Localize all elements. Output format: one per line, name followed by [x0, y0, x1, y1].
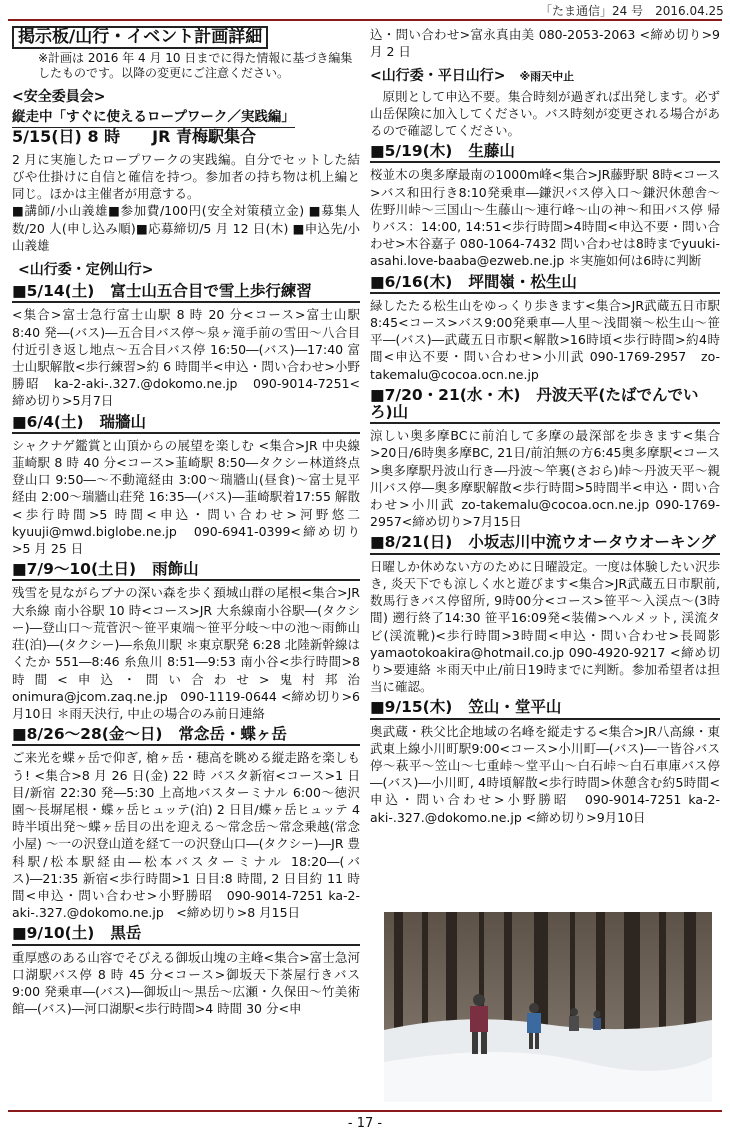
safety-section-heading: <安全委員会>: [12, 89, 106, 106]
event-date: ■9/15(木): [370, 698, 453, 717]
event-name: 生藤山: [468, 142, 515, 161]
issue-header: 「たま通信」24 号 2016.04.25: [540, 4, 724, 18]
continuation-text: 込・問い合わせ>富永真由美 080-2053-2063 <締め切り>9 月 2 日: [370, 27, 720, 60]
left-column: [12, 26, 373, 1017]
edit-note: ※計画は 2016 年 4 月 10 日までに得た情報に基づき編集したものです。以降の変更にご注意ください。: [38, 51, 353, 81]
top-rule: [8, 19, 722, 21]
event-text: シャクナゲ鑑賞と山頂からの展望を楽しむ <集合>JR 中央線韮崎駅 8 時 40 分<コース>韮崎駅 8:50―タクシー林道終点登山口 9:50―～不動滝経由 3:00～瑞牆山(昼食)～富士見平経由 2:00～瑞牆山荘発 16:35―(バス)―韮崎駅着17:55 解散<歩行時間>5 時間<申込・問い合わせ>河野悠二 kyuuji@mwd.biglobe.ne.jp 090-6941-0399<締め切り>5 月 25 日: [12, 437, 373, 557]
event-heading: [12, 414, 360, 434]
bottom-rule: [8, 1110, 722, 1112]
event-heading: [370, 699, 720, 719]
event-text: <集合>富士急行富士山駅 8 時 20 分<コース>富士山駅 8:40 発―(バス)―五合目バス停～泉ヶ滝手前の雪田～八合目付近引き返し地点～五合目バス停 16:50―(バス)―17:40 富士山駅解散<歩行練習>約 6 時間半<申込・問い合わせ>小野勝昭 ka-2-aki-.327.@dokomo.ne.jp 090-9014-7251<締め切り>5月7日: [12, 307, 360, 409]
page-title: 掲示板/山行・イベント計画詳細: [12, 26, 268, 49]
snow-forest-hikers-photo: [384, 912, 712, 1102]
event-date: ■5/14(土): [12, 282, 95, 301]
weekday-note: 原則として申込不要。集合時刻が過ぎれば出発します。必ず山岳保険に加入してください。バス時刻が変更される場合があるので確認してください。: [370, 88, 721, 139]
event-name: 丹波天平(たばでんでいろ)山: [370, 385, 699, 422]
event-heading: [12, 561, 360, 581]
safety-text: 2 月に実施したロープワークの実践編。自分でセットした結びや仕掛けに自信と確信を持つ。参加者の持ち物は机上編と同じ。ほかは主催者が用意する。: [12, 151, 360, 202]
weekday-section-label: <山行委・平日山行>: [370, 68, 506, 85]
event-heading: [12, 283, 360, 303]
event-name: 黒岳: [110, 924, 142, 943]
event-date: ■6/16(木): [370, 272, 453, 291]
right-column: [370, 26, 720, 826]
event-name: 富士山五合目で雪上歩行練習: [110, 282, 312, 301]
event-text: 緑したたる松生山をゆっくり歩きます<集合>JR武蔵五日市駅8:45<コース>バス9:00発乗車―人里～浅間嶺～松生山～笹平―(バス)―武蔵五日市駅<解散>16時頃<歩行時間>約4時間<申込不要・問い合わせ>小川武 090-1769-2957 zo-takemalu@cocoa.ocn.ne.jp: [370, 297, 720, 382]
event-name: 常念岳・蝶ヶ岳: [178, 725, 287, 744]
event-name: 坪間嶺・松生山: [468, 272, 577, 291]
event-date: ■6/4(土): [12, 412, 84, 431]
event-date: ■7/9～10(土日): [12, 560, 137, 579]
regular-section-heading: <山行委・定例山行>: [18, 262, 154, 279]
event-heading: [370, 274, 720, 294]
event-date: ■9/10(土): [12, 924, 95, 943]
event-text: 涼しい奥多摩BCに前泊して多摩の最深部を歩きます<集合>20日/6時奥多摩BC, 21日/前泊無の方6:45奥多摩駅<コース>奥多摩駅丹波山行き―丹波～竿裏(さおら)峠～丹波天平～親川バス停―奥多摩駅解散<歩行時間>5時間半<申込・問い合わせ>小川武 zo-takemalu@cocoa.ocn.ne.jp 090-1769-2957<締め切り>7月15日: [370, 428, 720, 530]
event-heading: [370, 534, 720, 554]
event-name: 笠山・堂平山: [468, 698, 562, 717]
event-text: ご来光を蝶ヶ岳で仰ぎ, 槍ヶ岳・穂高を眺める縦走路を楽しもう! <集合>8 月 26 日(金) 22 時 バスタ新宿<コース>1 日目/新宿 22:30 発―5:30 上高地バスターミナル 6:00～徳沢園～長塀尾根・蝶ヶ岳ヒュッテ(泊) 2 日目/蝶ヶ岳ヒュッテ 4 時半頃出発～蝶ヶ岳目の出を迎える～常念岳～常念乗越(常念小屋) ～一の沢登山道を経て一の沢登山口―(タクシー)―JR 豊科駅/松本駅経由―松本バスターミナル 18:20―(バス)―21:35 新宿<歩行時間>1 日目:8 時間, 2 日目約 11 時間<申込・問い合わせ>小野勝昭 090-9014-7251 ka-2-aki-.327.@dokomo.ne.jp <締め切り>8 月15日: [12, 750, 360, 921]
event-text: 日曜しか休めない方のために日曜設定。一度は体験したい沢歩き, 炎天下でも涼しく水と遊びます<集合>JR武蔵五日市駅前, 数馬行きバス停留所, 9時00分<コース>笹平～入渓点～(3時間) 遡行終了14:30 笹平16:09発<装備>ヘルメット, 渓流タビ(渓流靴)<歩行時間>3時間<申込・問い合わせ>長岡影 yamaotokoakira@hotmail.co.jp 090-4920-9217 <締め切り>要連絡 ＊雨天中止/前日19時までに判断。参加希望者は担当に確認。: [370, 558, 721, 695]
event-date: ■5/19(木): [370, 142, 453, 161]
event-date: ■8/26～28(金～日): [12, 725, 163, 744]
event-heading: [370, 143, 720, 163]
event-heading: [12, 726, 360, 746]
event-text: 残雪を見ながらブナの深い森を歩く頚城山群の尾根<集合>JR 大糸線 南小谷駅 10 時<コース>JR 大糸線南小谷駅―(タクシー)―登山口～荒菅沢～笹平東端～笹平分岐～中の池～雨飾山荘(泊)―(タクシー)―糸魚川駅 ＊東京駅発 6:28 北陸新幹線はくたか 551―8:46 糸魚川 8:51―9:53 南小谷<歩行時間>8時間<申込・問い合わせ>鬼村邦治 onimura@jcom.zaq.ne.jp 090-1119-0644 <締め切り>6月10日 ＊雨天決行, 中止の場合のみ前日連絡: [12, 585, 360, 721]
event-date: ■7/20・21(水・木): [370, 385, 521, 404]
event-text: 重厚感のある山容でそびえる御坂山塊の主峰<集合>富士急河口湖駅バス停 8 時 45 分<コース>御坂天下茶屋行きバス 9:00 発乗車―(バス)―御坂山～黒岳～広瀬・久保田～竹美術館―(バス)―河口湖駅<歩行時間>4 時間 30 分<申: [12, 949, 360, 1017]
rain-cancel-tag: ※雨天中止: [519, 70, 575, 84]
weekday-section-heading: [370, 68, 720, 85]
event-text: 桜並木の奥多摩最南の1000m峰<集合>JR藤野駅 8時<コース>バス和田行き8:10発乗車―鎌沢バス停入口～鎌沢休憩舎～佐野川峠～三国山～生藤山～連行峰～山の神～和田バス停 帰りバス：14:00, 14:51<歩行時間>4時間<申込不要・問い合わせ>木谷嘉子 080-1064-7432 問い合わせは8時までyuuki-asahi.love-baaba@ezweb.ne.jp ＊実施如何は6時に判断: [370, 167, 720, 269]
event-name: 小坂志川中流ウオータウオーキング: [468, 533, 716, 552]
safety-date: 5/15(日) 8 時 JR 青梅駅集合: [12, 126, 256, 146]
event-heading: [12, 925, 360, 945]
event-heading: [370, 387, 720, 424]
event-name: 雨飾山: [152, 560, 199, 579]
event-date: ■8/21(日): [370, 533, 453, 552]
safety-info: ■講師/小山義雄■参加費/100円(安全対策積立金) ■募集人数/20 人(申し込み順)■応募締切/5 月 12 日(木) ■申込先/小山義雄: [12, 203, 360, 253]
event-name: 瑞牆山: [99, 412, 147, 431]
event-text: 奥武蔵・秩父比企地域の名峰を縦走する<集合>JR八高線・東武東上線小川町駅9:00<コース>小川町―(バス)―一皆谷バス停～萩平～笠山～七重峠～堂平山～白石峠～白石車庫バス停―(バス)―小川町, 4時頃解散<歩行時間>休憩含む約5時間<申込・問い合わせ>小野勝昭 090-9014-7251 ka-2-aki-.327.@dokomo.ne.jp <締め切り>9月10日: [370, 723, 720, 825]
page-number: - 17 -: [347, 1116, 383, 1131]
safety-title: 縦走中「すぐに使えるロープワーク／実践編」: [12, 109, 295, 127]
